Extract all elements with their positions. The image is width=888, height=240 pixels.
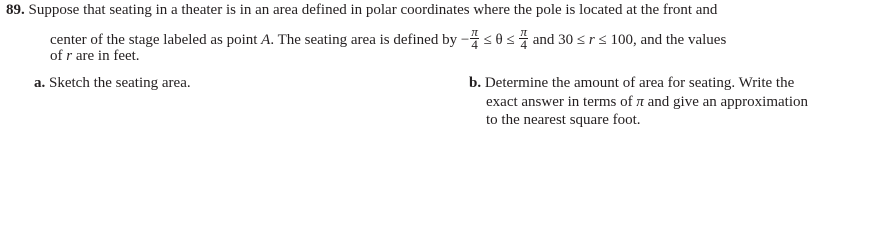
problem-line-1 [6,2,717,19]
problem-line-3 [50,48,140,65]
problem-text-line-3b: are in feet. [75,48,140,64]
problem-text-line-2a: center of the stage labeled as point [50,31,258,48]
part-b-text-line-1: Determine the amount of area for seating. Write the [484,75,795,91]
part-b-line-3 [486,112,641,129]
theta-inequality: ≤ θ ≤ [483,31,515,48]
fraction-pi-over-4-right: $\frac{\pi}{4}$ [520,24,527,52]
r-variable: r [588,31,595,48]
part-a-label: a. [34,75,46,91]
part-a [34,75,191,92]
point-label: A [261,31,271,48]
problem-text-line-1: Suppose that seating in a theater is in an area defined in polar coordinates where the pole is located at the front and [28,2,718,18]
and-word: and [532,31,555,48]
part-b-text-line-2a: exact answer in terms of [486,94,633,110]
r-condition-a: 30 ≤ [558,31,586,48]
part-b-pi: π [636,94,644,110]
part-b-label: b. [469,75,482,91]
part-b-text-line-2b: and give an approximation [647,94,808,110]
part-b-line-1 [469,75,794,92]
fraction-pi-over-4-left: $\frac{\pi}{4}$ [471,24,478,52]
minus-sign: − [460,31,470,48]
r-variable-2: r [66,48,73,64]
part-b-text-line-3: to the nearest square foot. [486,112,641,128]
part-b-line-2 [486,94,808,111]
problem-text-line-2b: . The seating area is defined by [270,31,458,48]
problem-line-2 [50,24,727,53]
r-condition-b: ≤ 100, and the values [598,31,727,48]
problem-number: 89. [6,2,25,18]
problem-text-line-3a: of [50,48,63,64]
part-a-text: Sketch the seating area. [49,75,191,91]
